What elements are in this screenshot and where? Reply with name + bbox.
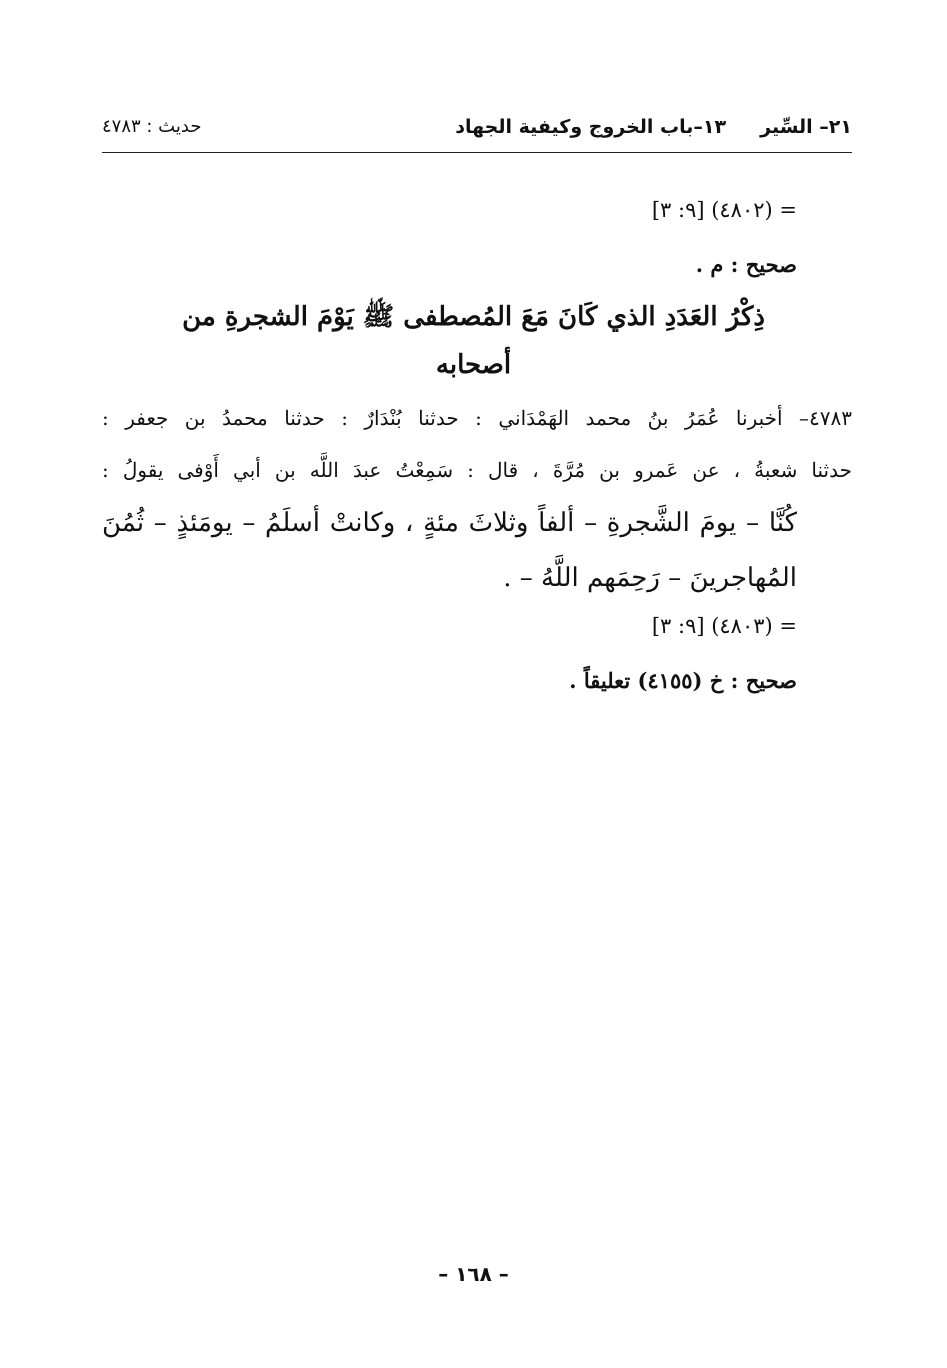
section-heading-line1: ذِكْرُ العَدَدِ الذي كَانَ مَعَ المُصطفى ﷺ يَوْمَ الشجرةِ من <box>182 302 765 332</box>
header-book-chapter <box>455 116 852 138</box>
header-book: ٢١– السِّير <box>760 116 852 138</box>
hadith-chain-line2: حدثنا شعبةُ ، عن عَمرو بن مُرَّةَ ، قال : سَمِعْتُ عبدَ اللَّه بن أبي أَوْفى يقولُ : <box>102 458 852 482</box>
header-hadith-ref: حديث : ٤٧٨٣ <box>102 116 202 137</box>
header-rule <box>102 152 852 153</box>
page-number: – ١٦٨ – <box>438 1262 509 1286</box>
cross-reference-1: = (٤٨٠٢) [٩: ٣] <box>651 198 797 222</box>
cross-reference-2: = (٤٨٠٣) [٩: ٣] <box>651 614 797 638</box>
hadith-chain-line1: ٤٧٨٣– أخبرنا عُمَرُ بنُ محمد الهَمْدَاني : حدثنا بُنْدَارٌ : حدثنا محمدُ بن جعفر : <box>102 406 852 430</box>
grade-2: صحيح : خ (٤١٥٥) تعليقاً . <box>569 668 797 693</box>
grade-1: صحيح : م . <box>695 252 797 277</box>
header-chapter: ١٣–باب الخروج وكيفية الجهاد <box>455 116 727 138</box>
running-header <box>102 112 852 146</box>
hadith-text-line1: كُنَّا – يومَ الشَّجرةِ – ألفاً وثلاثَ مئةٍ ، وكانتْ أسلَمُ – يومَئذٍ – ثُمُنَ <box>102 508 797 538</box>
hadith-text-line2: المُهاجرينَ – رَحِمَهم اللَّهُ – . <box>503 563 797 593</box>
section-heading-line2: أصحابه <box>435 350 512 380</box>
